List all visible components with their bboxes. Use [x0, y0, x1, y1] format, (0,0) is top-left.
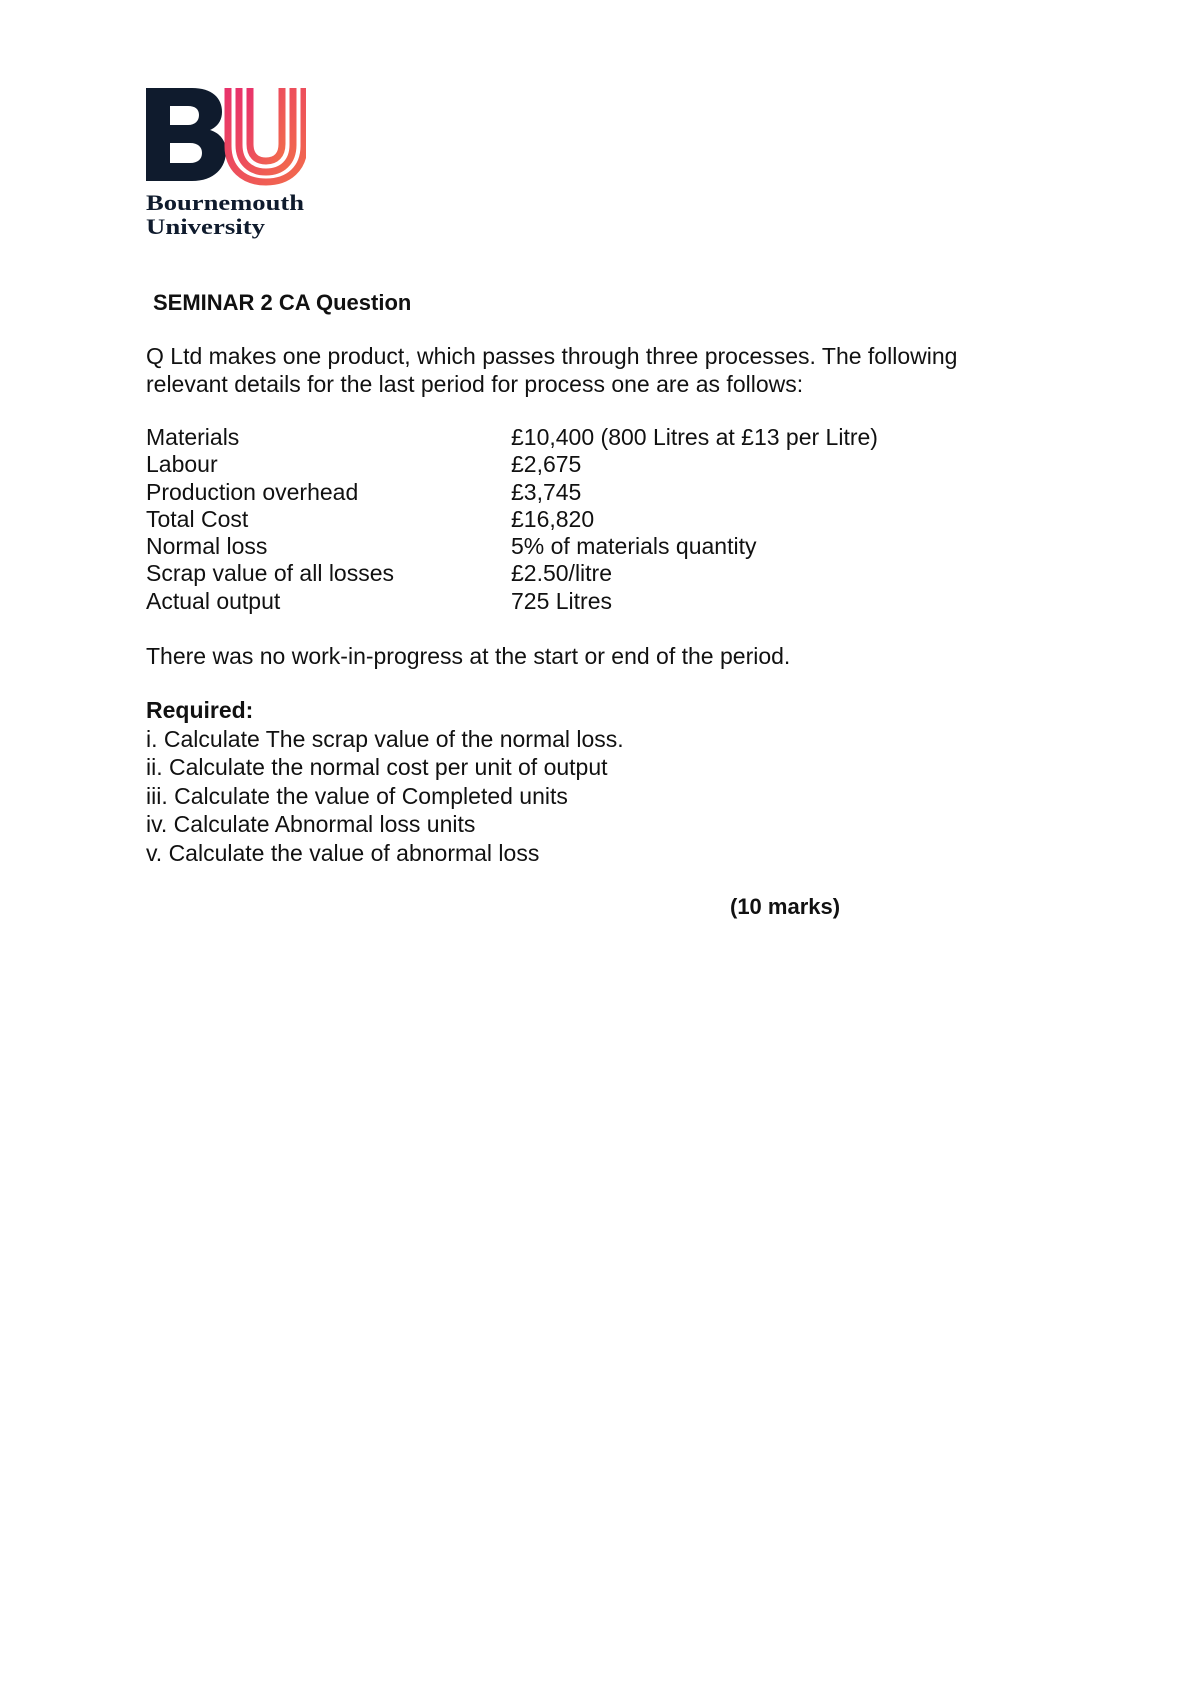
detail-value: £16,820 [511, 505, 595, 532]
intro-line-1: Q Ltd makes one product, which passes through three processes. The following [146, 343, 958, 369]
intro-line-2: relevant details for the last period for process one are as follows: [146, 371, 804, 397]
detail-row-total-cost [146, 506, 1046, 533]
detail-label: Production overhead [146, 478, 359, 505]
wip-note: There was no work-in-progress at the start or end of the period. [146, 643, 791, 669]
detail-label: Scrap value of all losses [146, 560, 395, 587]
detail-label: Labour [146, 451, 218, 478]
detail-label: Total Cost [146, 505, 249, 532]
detail-value: £3,745 [511, 478, 582, 505]
intro-paragraph [146, 342, 1046, 398]
required-section [146, 696, 1046, 867]
bournemouth-university-logo [146, 88, 306, 242]
detail-value: 725 Litres [511, 587, 613, 614]
detail-row-labour [146, 451, 1046, 478]
required-item: iii. Calculate the value of Completed units [146, 782, 568, 809]
detail-row-scrap-value [146, 560, 1046, 587]
required-heading: Required: [146, 697, 254, 723]
detail-label: Materials [146, 424, 240, 450]
required-item: v. Calculate the value of abnormal loss [146, 839, 540, 866]
detail-label: Actual output [146, 587, 281, 614]
required-item: i. Calculate The scrap value of the normal loss. [146, 725, 624, 752]
marks-label: (10 marks) [730, 894, 841, 919]
detail-value: £2,675 [511, 451, 582, 478]
required-item: ii. Calculate the normal cost per unit of output [146, 754, 608, 780]
detail-label: Normal loss [146, 533, 268, 560]
logo-text-line2: University [146, 214, 265, 239]
document-title: SEMINAR 2 CA Question [153, 290, 412, 315]
cost-details-table [146, 424, 1046, 615]
detail-row-actual-output [146, 588, 1046, 615]
detail-row-normal-loss [146, 533, 1046, 560]
detail-row-production-overhead [146, 479, 1046, 506]
logo-b-shape [146, 88, 226, 181]
detail-value: £10,400 (800 Litres at £13 per Litre) [511, 424, 878, 450]
detail-value: £2.50/litre [511, 560, 613, 587]
detail-value: 5% of materials quantity [511, 533, 757, 560]
required-item: iv. Calculate Abnormal loss units [146, 811, 476, 837]
detail-row-materials [146, 424, 1046, 451]
logo-text-line1: Bournemouth [146, 190, 304, 215]
